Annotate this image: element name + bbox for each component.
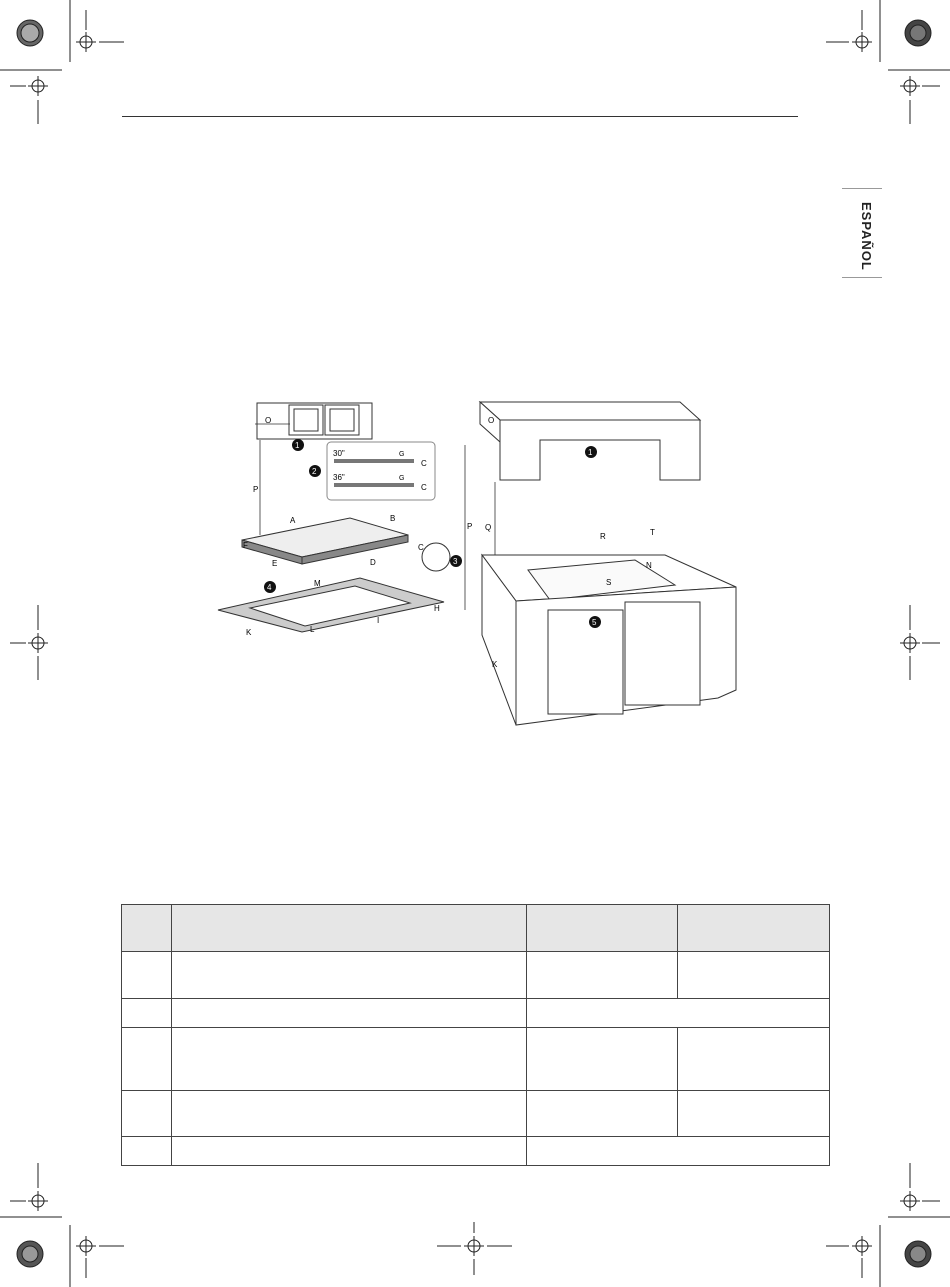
crop-mark-bottom-right	[826, 1163, 950, 1287]
detail-circle	[422, 543, 450, 571]
table-cell	[527, 1091, 678, 1137]
callout-3-text: 3	[453, 557, 458, 566]
label-c: C	[418, 543, 424, 552]
label-t: T	[650, 528, 655, 537]
label-q: Q	[485, 523, 492, 532]
crop-mark-bottom-center	[437, 1222, 512, 1275]
label-s: S	[606, 578, 612, 587]
inset-g-2: G	[399, 475, 405, 482]
table-row	[122, 1028, 830, 1091]
label-k: K	[246, 628, 252, 637]
label-o: O	[265, 416, 272, 425]
table-cell	[527, 952, 678, 999]
upper-cabinet	[257, 403, 372, 439]
crop-mark-left-middle	[10, 605, 48, 680]
label-n: N	[646, 561, 652, 570]
table-header-row	[122, 905, 830, 952]
cooktop	[242, 518, 408, 564]
side-tab-bottom-rule	[842, 277, 882, 278]
table-cell	[678, 952, 830, 999]
label-e: E	[272, 559, 278, 568]
table-cell	[172, 1028, 527, 1091]
dimensions-table	[121, 904, 830, 1166]
inset-detail	[327, 442, 435, 500]
inset-g-1: G	[399, 451, 405, 458]
label-m: M	[314, 579, 321, 588]
cooktop-dimension-diagram	[210, 400, 473, 650]
table-cell	[122, 1091, 172, 1137]
inset-c-2: C	[421, 483, 427, 492]
table-cell	[678, 1091, 830, 1137]
callout-2-text: 2	[312, 467, 317, 476]
callout-1-right-text: 1	[588, 448, 593, 457]
label-i: I	[377, 616, 380, 625]
table-row	[122, 952, 830, 999]
table-cell	[122, 999, 172, 1028]
table-cell	[172, 1137, 527, 1166]
crop-mark-top-right	[826, 0, 950, 124]
header-rule	[122, 116, 798, 117]
table-cell	[172, 1091, 527, 1137]
label-d: D	[370, 558, 376, 567]
overhead-cabinet	[480, 402, 700, 480]
header-cell	[172, 905, 527, 952]
callout-1-text: 1	[295, 441, 300, 450]
label-b: B	[390, 514, 396, 523]
label-k-right: K	[492, 660, 498, 669]
table-cell	[527, 1137, 830, 1166]
table-cell	[527, 1028, 678, 1091]
label-h: H	[434, 604, 440, 613]
label-p: P	[253, 485, 259, 494]
table-row	[122, 1137, 830, 1166]
label-p-right: P	[467, 522, 473, 531]
header-cell	[122, 905, 172, 952]
callout-4-text: 4	[267, 583, 272, 592]
label-a: A	[290, 516, 296, 525]
crop-mark-top-left	[0, 0, 124, 124]
table-cell	[172, 999, 527, 1028]
table-cell	[122, 952, 172, 999]
table-cell	[172, 952, 527, 999]
crop-mark-bottom-left	[0, 1163, 124, 1287]
installation-diagram	[460, 390, 740, 730]
table-cell	[122, 1137, 172, 1166]
crop-mark-right-middle	[900, 605, 940, 680]
table-row	[122, 999, 830, 1028]
countertop-cutout	[218, 578, 444, 632]
inset-36in: 36"	[333, 473, 345, 482]
inset-30in: 30"	[333, 449, 345, 458]
label-r: R	[600, 532, 606, 541]
header-cell	[527, 905, 678, 952]
table-cell	[678, 1028, 830, 1091]
header-cell	[678, 905, 830, 952]
inset-c-1: C	[421, 459, 427, 468]
label-l: L	[310, 625, 315, 634]
label-f: F	[243, 541, 248, 550]
label-o-right: O	[488, 416, 495, 425]
table-cell	[527, 999, 830, 1028]
callout-5-text: 5	[592, 618, 597, 627]
side-tab-top-rule	[842, 188, 882, 189]
table-row	[122, 1091, 830, 1137]
side-tab-label: ESPAÑOL	[859, 202, 874, 271]
table-cell	[122, 1028, 172, 1091]
language-side-tab	[842, 188, 882, 278]
